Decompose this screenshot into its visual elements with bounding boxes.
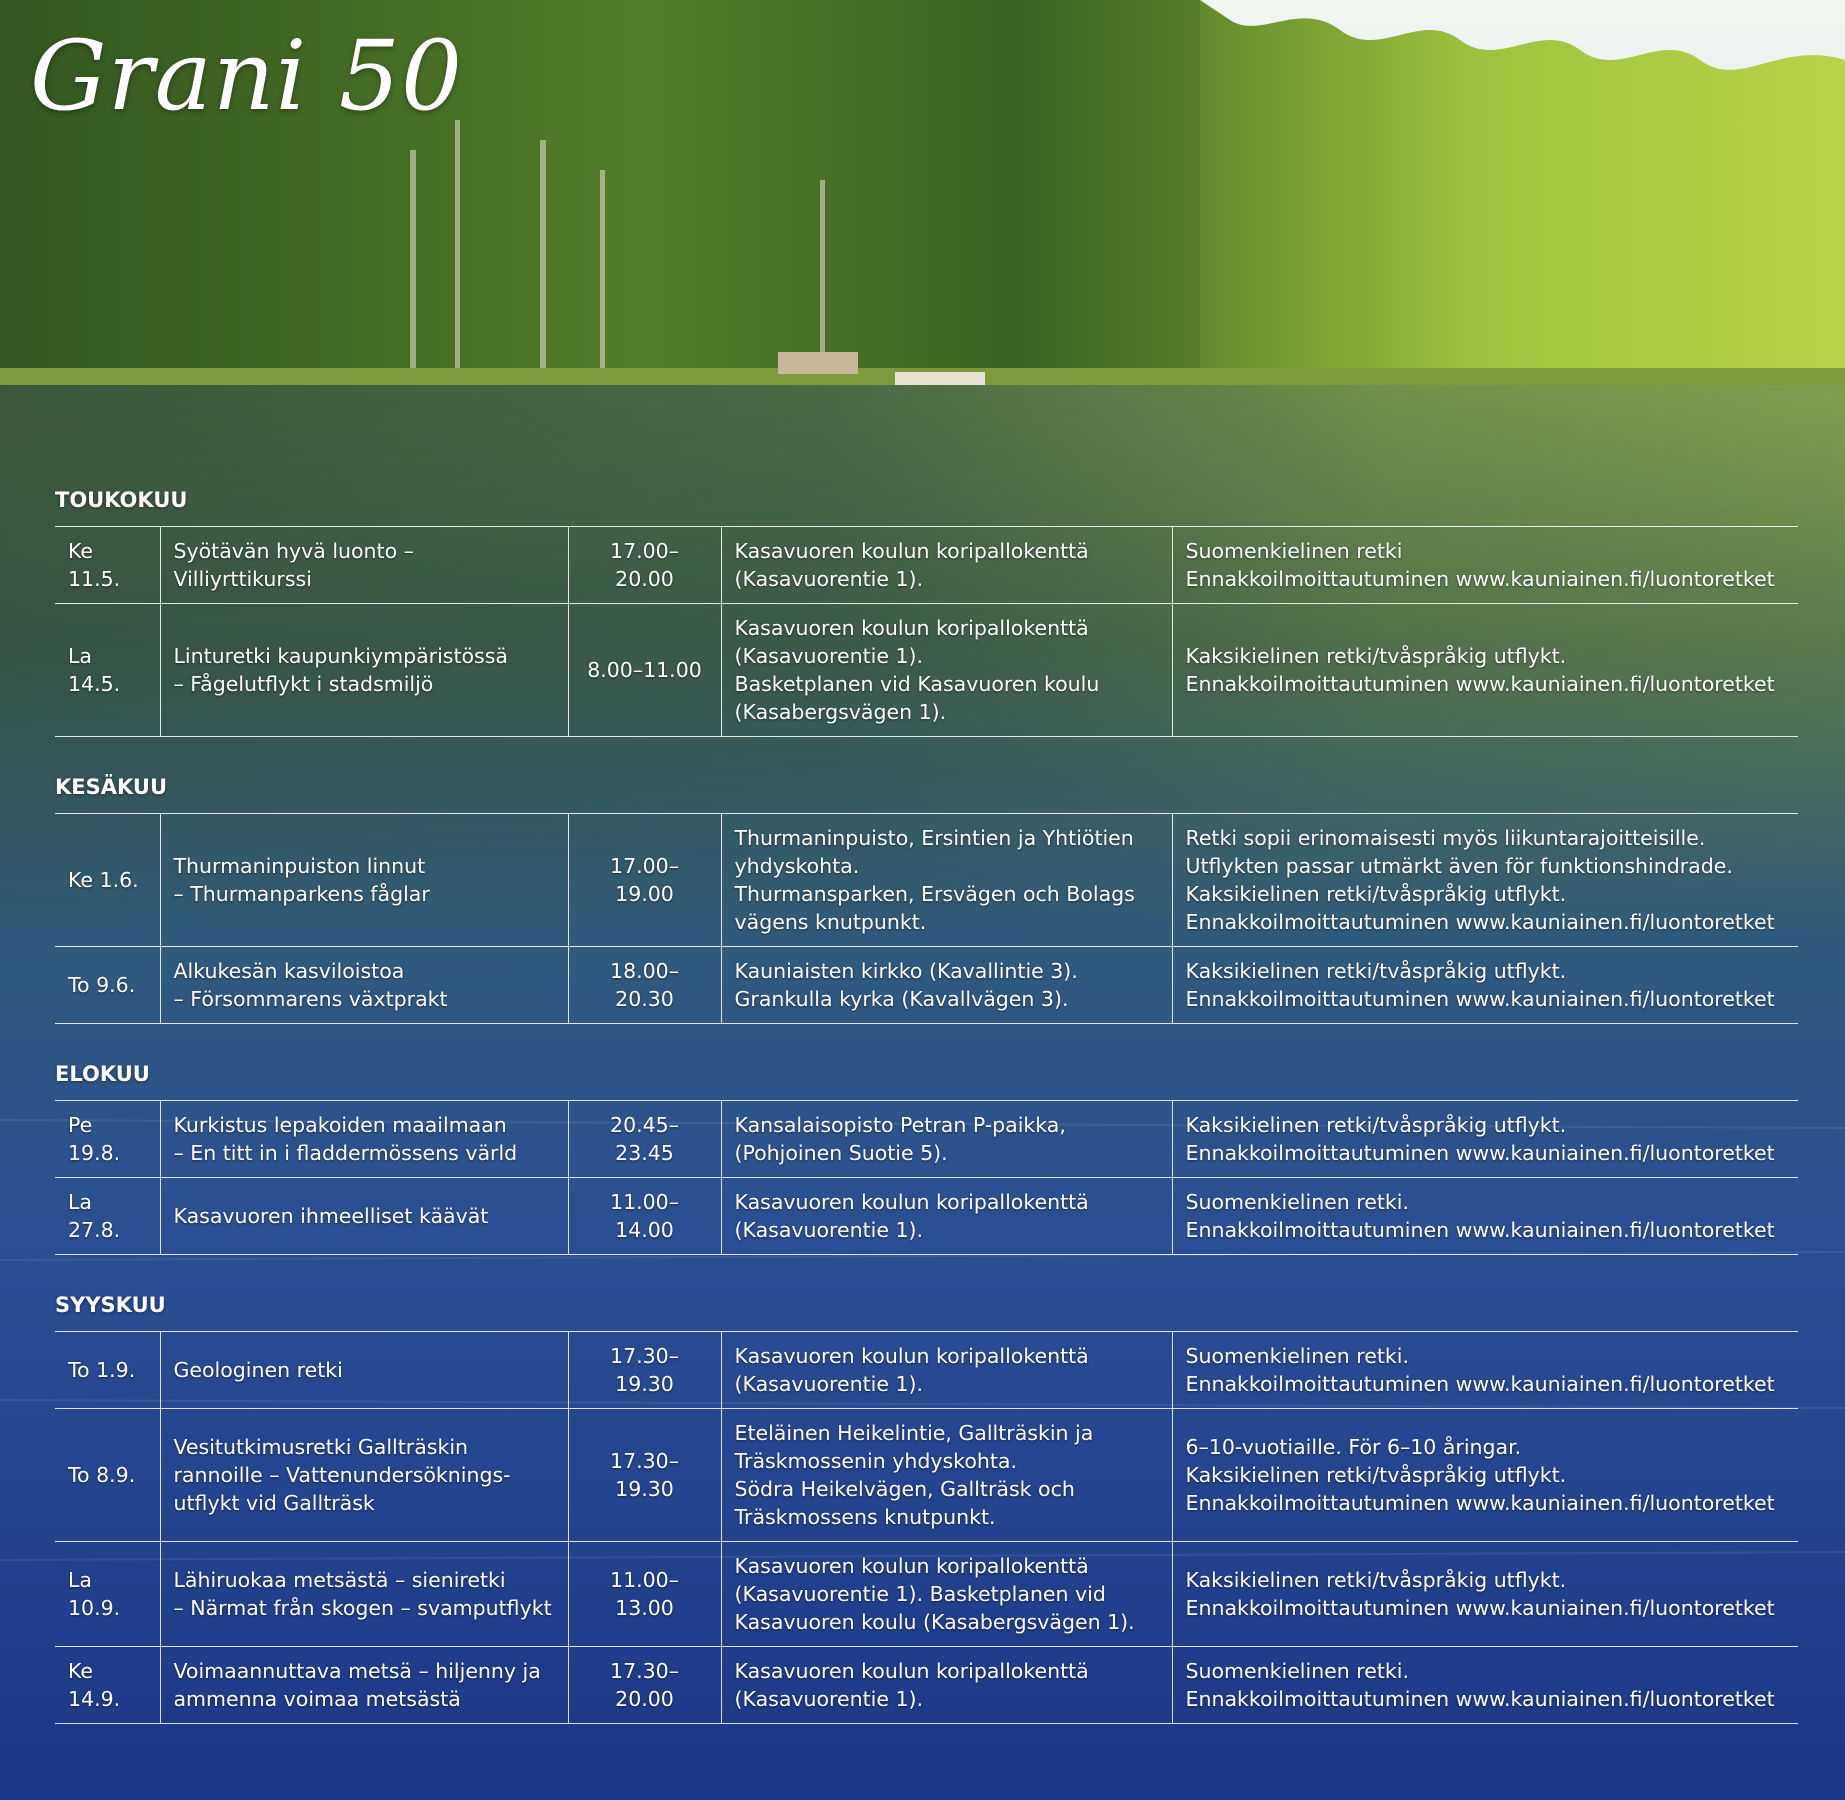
table-row	[55, 814, 1798, 947]
event-title: Lähiruokaa metsästä – sieniretki – Närmat från skogen – svamputflykt	[160, 1542, 568, 1647]
event-place: Kansalaisopisto Petran P-paikka, (Pohjoinen Suotie 5).	[721, 1101, 1172, 1178]
event-time: 17.30–19.30	[568, 1409, 721, 1542]
month-events-table	[55, 1331, 1798, 1724]
event-date: Ke 11.5.	[55, 527, 160, 604]
event-info: Kaksikielinen retki/tvåspråkig utflykt. Ennakkoilmoittautuminen www.kauniainen.fi/luontoretket	[1172, 1101, 1798, 1178]
event-date: Ke 1.6.	[55, 814, 160, 947]
event-place: Kasavuoren koulun koripallokenttä (Kasavuorentie 1).	[721, 1647, 1172, 1724]
table-row	[55, 1409, 1798, 1542]
month-events-table	[55, 1100, 1798, 1255]
event-title: Kasavuoren ihmeelliset käävät	[160, 1178, 568, 1255]
event-info: Retki sopii erinomaisesti myös liikuntarajoitteisille. Utflykten passar utmärkt även för funktionshindrade. Kaksikielinen retki/tvåspråkig utflykt. Ennakkoilmoittautuminen www.kauniainen.fi/luontoretket	[1172, 814, 1798, 947]
event-place: Kasavuoren koulun koripallokenttä (Kasavuorentie 1).	[721, 1178, 1172, 1255]
table-row	[55, 1647, 1798, 1724]
event-place: Kasavuoren koulun koripallokenttä (Kasavuorentie 1). Basketplanen vid Kasavuoren koulu (Kasabergsvägen 1).	[721, 604, 1172, 737]
event-title: Vesitutkimusretki Gallträskin rannoille – Vattenundersöknings- utflykt vid Gallträsk	[160, 1409, 568, 1542]
event-title: Kurkistus lepakoiden maailmaan – En titt in i fladdermössens värld	[160, 1101, 568, 1178]
table-row	[55, 527, 1798, 604]
table-row	[55, 1101, 1798, 1178]
event-time: 11.00–14.00	[568, 1178, 721, 1255]
month-events-table	[55, 526, 1798, 737]
month-heading: SYYSKUU	[55, 1293, 166, 1317]
event-info: Kaksikielinen retki/tvåspråkig utflykt. Ennakkoilmoittautuminen www.kauniainen.fi/luontoretket	[1172, 604, 1798, 737]
event-time: 17.00–19.00	[568, 814, 721, 947]
table-row	[55, 604, 1798, 737]
month-heading: TOUKOKUU	[55, 488, 188, 512]
table-row	[55, 1178, 1798, 1255]
event-date: To 1.9.	[55, 1332, 160, 1409]
event-title: Voimaannuttava metsä – hiljenny ja ammenna voimaa metsästä	[160, 1647, 568, 1724]
event-place: Kasavuoren koulun koripallokenttä (Kasavuorentie 1). Basketplanen vid Kasavuoren koulu (Kasabergsvägen 1).	[721, 1542, 1172, 1647]
month-heading: ELOKUU	[55, 1062, 150, 1086]
event-time: 11.00–13.00	[568, 1542, 721, 1647]
grani-50-logo: Grani 50	[30, 20, 464, 132]
table-row	[55, 947, 1798, 1024]
event-info: Suomenkielinen retki. Ennakkoilmoittautuminen www.kauniainen.fi/luontoretket	[1172, 1647, 1798, 1724]
event-info: Suomenkielinen retki. Ennakkoilmoittautuminen www.kauniainen.fi/luontoretket	[1172, 1332, 1798, 1409]
event-place: Kauniaisten kirkko (Kavallintie 3). Grankulla kyrka (Kavallvägen 3).	[721, 947, 1172, 1024]
event-time: 8.00–11.00	[568, 604, 721, 737]
event-time: 18.00–20.30	[568, 947, 721, 1024]
event-date: To 9.6.	[55, 947, 160, 1024]
event-info: Suomenkielinen retki Ennakkoilmoittautuminen www.kauniainen.fi/luontoretket	[1172, 527, 1798, 604]
event-time: 17.00–20.00	[568, 527, 721, 604]
month-heading: KESÄKUU	[55, 775, 168, 799]
event-info: Kaksikielinen retki/tvåspråkig utflykt. Ennakkoilmoittautuminen www.kauniainen.fi/luontoretket	[1172, 1542, 1798, 1647]
event-info: Kaksikielinen retki/tvåspråkig utflykt. Ennakkoilmoittautuminen www.kauniainen.fi/luontoretket	[1172, 947, 1798, 1024]
excursion-schedule	[55, 478, 1798, 1752]
event-place: Kasavuoren koulun koripallokenttä (Kasavuorentie 1).	[721, 527, 1172, 604]
event-place: Kasavuoren koulun koripallokenttä (Kasavuorentie 1).	[721, 1332, 1172, 1409]
event-title: Linturetki kaupunkiympäristössä – Fågelutflykt i stadsmiljö	[160, 604, 568, 737]
event-date: La 14.5.	[55, 604, 160, 737]
event-title: Thurmaninpuiston linnut – Thurmanparkens fåglar	[160, 814, 568, 947]
event-date: Pe 19.8.	[55, 1101, 160, 1178]
event-place: Eteläinen Heikelintie, Gallträskin ja Träskmossenin yhdyskohta. Södra Heikelvägen, Gallträsk och Träskmossens knutpunkt.	[721, 1409, 1172, 1542]
event-title: Alkukesän kasviloistoa – Försommarens växtprakt	[160, 947, 568, 1024]
event-time: 20.45–23.45	[568, 1101, 721, 1178]
month-events-table	[55, 813, 1798, 1024]
event-date: To 8.9.	[55, 1409, 160, 1542]
event-time: 17.30–20.00	[568, 1647, 721, 1724]
event-info: Suomenkielinen retki. Ennakkoilmoittautuminen www.kauniainen.fi/luontoretket	[1172, 1178, 1798, 1255]
event-place: Thurmaninpuisto, Ersintien ja Yhtiötien yhdyskohta. Thurmansparken, Ersvägen och Bolags vägens knutpunkt.	[721, 814, 1172, 947]
event-title: Syötävän hyvä luonto – Villiyrttikurssi	[160, 527, 568, 604]
event-date: La 27.8.	[55, 1178, 160, 1255]
table-row	[55, 1332, 1798, 1409]
event-date: La 10.9.	[55, 1542, 160, 1647]
event-info: 6–10-vuotiaille. För 6–10 åringar. Kaksikielinen retki/tvåspråkig utflykt. Ennakkoilmoittautuminen www.kauniainen.fi/luontoretket	[1172, 1409, 1798, 1542]
event-title: Geologinen retki	[160, 1332, 568, 1409]
event-time: 17.30–19.30	[568, 1332, 721, 1409]
event-date: Ke 14.9.	[55, 1647, 160, 1724]
table-row	[55, 1542, 1798, 1647]
